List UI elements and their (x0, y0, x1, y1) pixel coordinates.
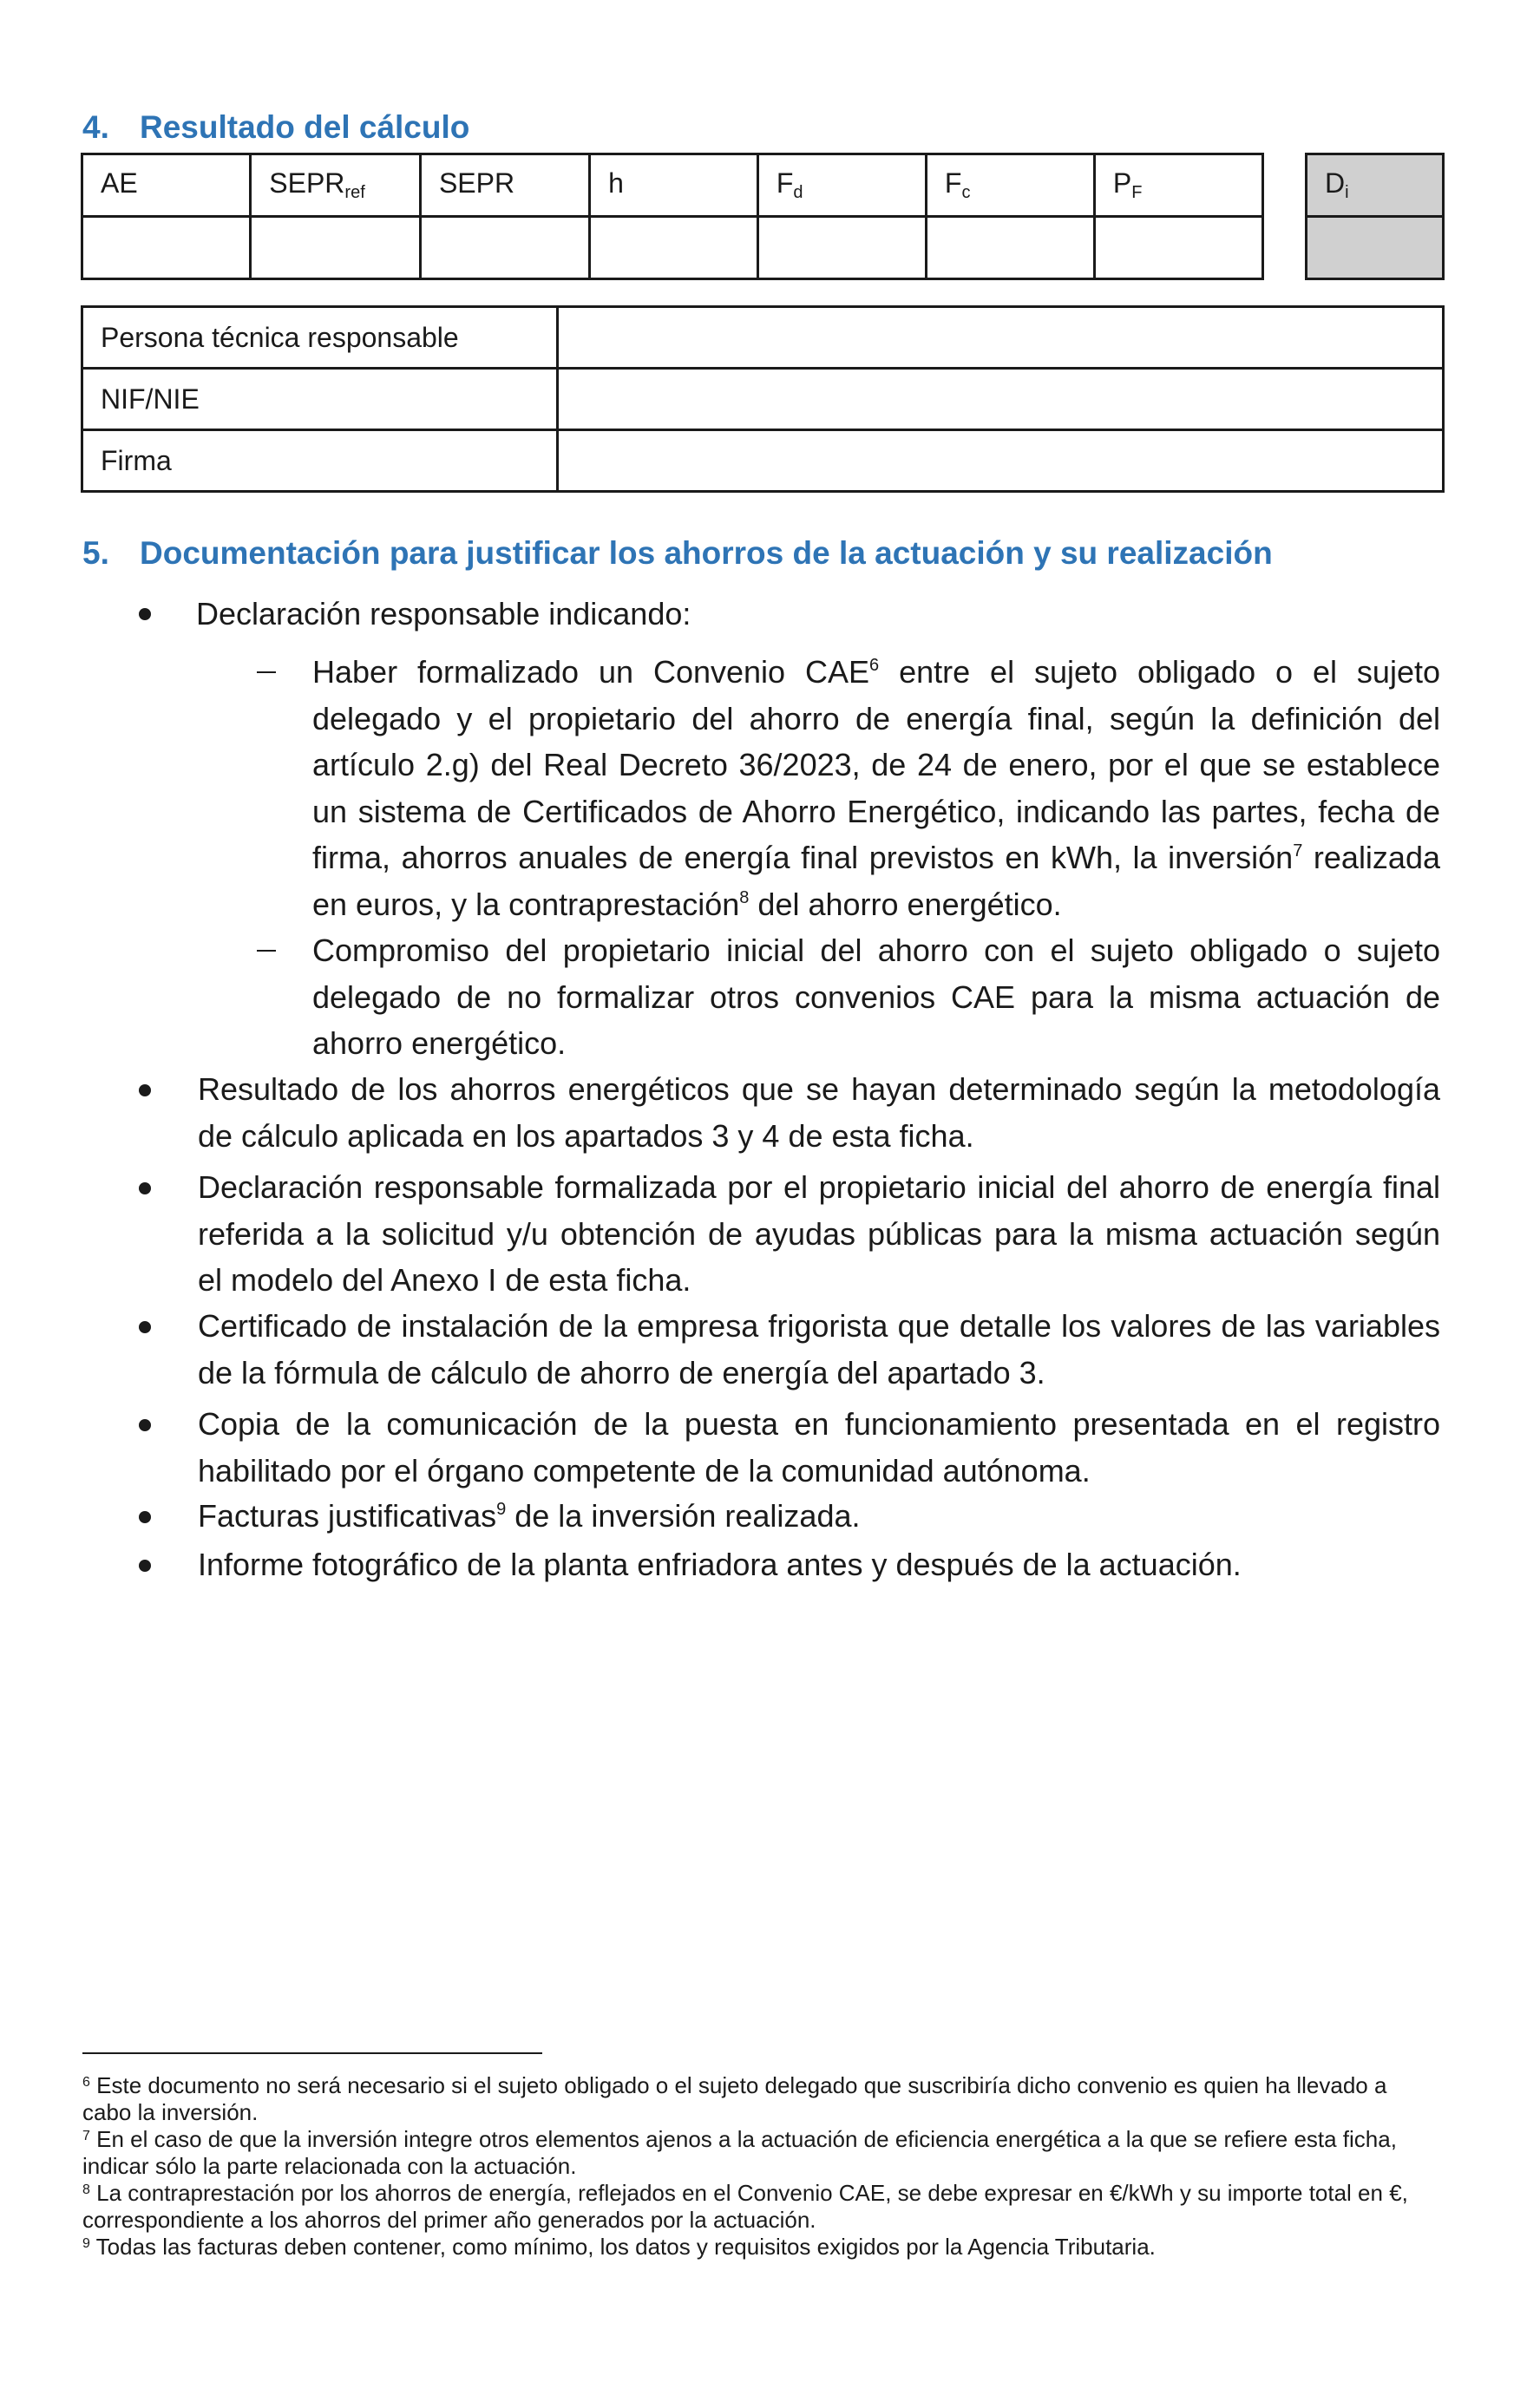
footnote-6: $^6$ Este documento no será necesario si el sujeto obligado o el sujeto delegado que suscribiría dicho convenio es quien ha llevado a cabo la inversión. (82, 2072, 1387, 2125)
value-di (1307, 217, 1444, 279)
calc-table-header-row (82, 154, 1263, 217)
bullet-icon (139, 1321, 151, 1333)
value-fc[interactable] (926, 217, 1094, 279)
list-item-resultado: Resultado de los ahorros energéticos que se hayan determinado según la metodología de cálculo aplicada en los apartados 3 y 4 de esta ficha. (198, 1071, 1440, 1154)
list-item-declaracion: Declaración responsable indicando: (196, 596, 691, 631)
list-item-informe: Informe fotográfico de la planta enfriadora antes y después de la actuación. (198, 1547, 1242, 1582)
list-item-certificado: Certificado de instalación de la empresa frigorista que detalle los valores de las variables de la fórmula de cálculo de ahorro de energía del apartado 3. (198, 1308, 1440, 1390)
value-sepr[interactable] (420, 217, 589, 279)
signature-table (81, 305, 1445, 493)
section-title: Resultado del cálculo (140, 109, 470, 145)
value-h[interactable] (590, 217, 758, 279)
header-sepr-ref: $SEPR_{ref}$ (251, 154, 421, 217)
header-pf: $P_F$ (1094, 154, 1262, 217)
footnote-9: $^9$ Todas las facturas deben contener, como mínimo, los datos y requisitos exigidos por la Agencia Tributaria. (82, 2234, 1156, 2260)
header-fc: $F_c$ (926, 154, 1094, 217)
label-nif-nie: NIF/NIE (82, 369, 558, 430)
list-item-facturas: Facturas justificativas$^9$ de la inversión realizada. (198, 1498, 861, 1534)
bullet-icon (139, 1182, 151, 1194)
calc-table (81, 153, 1264, 280)
section-number: 5. (82, 535, 109, 571)
footnote-separator (82, 2052, 542, 2054)
bullet-icon (139, 1560, 151, 1572)
result-table (1305, 153, 1445, 280)
sub-item-compromiso: Compromiso del propietario inicial del ahorro con el sujeto obligado o sujeto delegado de no formalizar otros convenios CAE para la misma actuación de ahorro energético. (312, 932, 1440, 1061)
label-persona-tecnica: Persona técnica responsable (82, 307, 558, 369)
field-firma[interactable] (558, 430, 1444, 492)
header-fd: $F_d$ (757, 154, 926, 217)
bullet-icon (139, 1084, 151, 1096)
footnote-8: $^8$ La contraprestación por los ahorros de energía, reflejados en el Convenio CAE, se debe expresar en €/kWh y su importe total en €, correspondiente a los ahorros del primer año generados por la actuación. (82, 2180, 1408, 2233)
section-5-heading (82, 535, 1273, 572)
header-di: $D_i$ (1307, 154, 1444, 217)
bullet-icon (139, 608, 151, 620)
dash-icon (257, 671, 276, 673)
value-fd[interactable] (757, 217, 926, 279)
header-h: h (590, 154, 758, 217)
sub-item-convenio: Haber formalizado un Convenio CAE$^6$ entre el sujeto obligado o el sujeto delegado y el propietario del ahorro de energía final, según la definición del artículo 2.g) del Real Decreto 36/2023, de 24 de enero, por el que se establece un sistema de Certificados de Ahorro Energético, indicando las partes, fecha de firma, ahorros anuales de energía final previstos en kWh, la inversión$^7$ realizada en euros, y la contraprestación$^8$ del ahorro energético. (312, 654, 1440, 922)
field-nif-nie[interactable] (558, 369, 1444, 430)
section-title: Documentación para justificar los ahorros de la actuación y su realización (140, 535, 1273, 571)
dash-icon (257, 950, 276, 952)
header-sepr: SEPR (420, 154, 589, 217)
section-number: 4. (82, 109, 109, 145)
calc-table-value-row (82, 217, 1263, 279)
bullet-icon (139, 1419, 151, 1431)
bullet-icon (139, 1511, 151, 1523)
label-firma: Firma (82, 430, 558, 492)
field-persona-tecnica[interactable] (558, 307, 1444, 369)
footnote-7: $^7$ En el caso de que la inversión integre otros elementos ajenos a la actuación de eficiencia energética a la que se refiere esta ficha, indicar sólo la parte relacionada con la actuación. (82, 2126, 1397, 2179)
value-ae[interactable] (82, 217, 251, 279)
footnotes (82, 2072, 1445, 2261)
header-ae: AE (82, 154, 251, 217)
value-pf[interactable] (1094, 217, 1262, 279)
list-item-copia: Copia de la comunicación de la puesta en funcionamiento presentada en el registro habilitado por el órgano competente de la comunidad autónoma. (198, 1406, 1440, 1489)
section-4-heading (82, 109, 469, 146)
value-sepr-ref[interactable] (251, 217, 421, 279)
list-item-declaracion-ayudas: Declaración responsable formalizada por el propietario inicial del ahorro de energía final referida a la solicitud y/u obtención de ayudas públicas para la misma actuación según el modelo del Anexo I de esta ficha. (198, 1169, 1440, 1298)
